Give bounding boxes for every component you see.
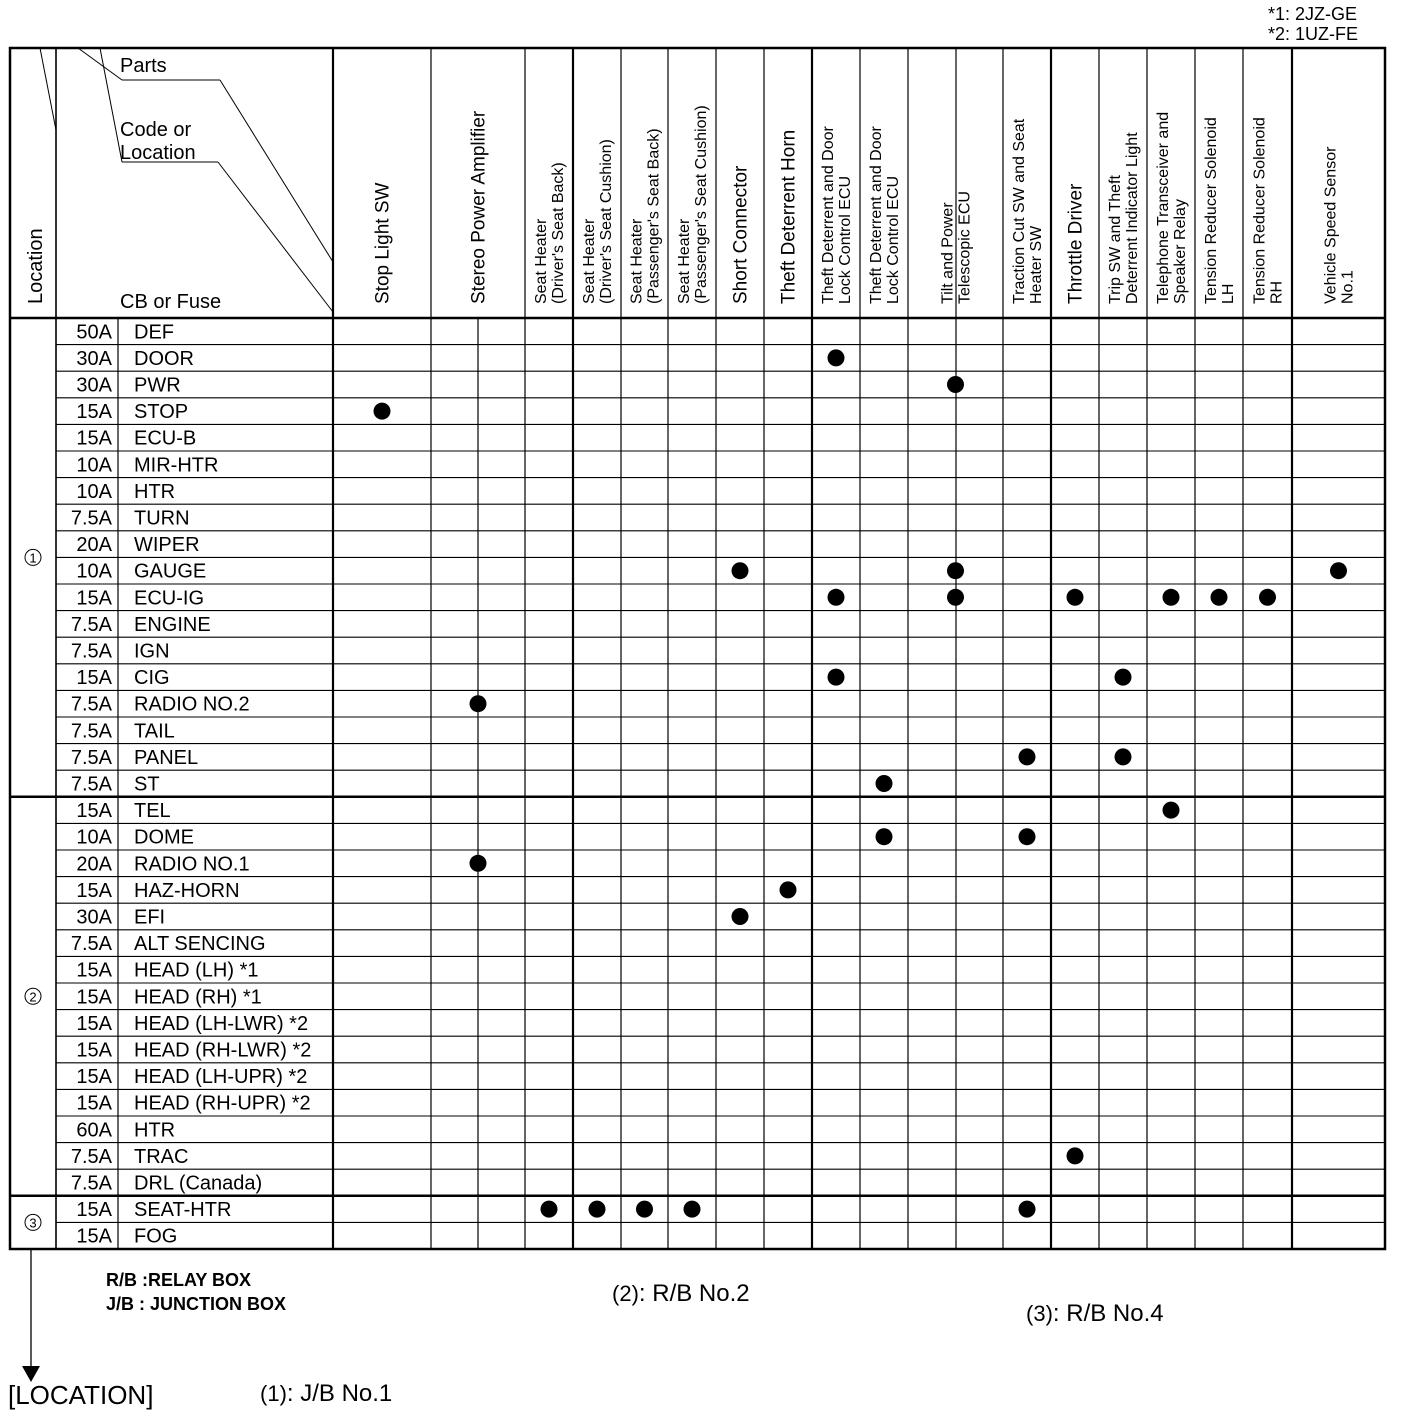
- amperage-label: 15A: [76, 1066, 112, 1089]
- column-header: Short Connector: [730, 165, 752, 304]
- fuse-name: DRL (Canada): [134, 1172, 263, 1195]
- column-header: Stereo Power Amplifier: [468, 110, 490, 304]
- amperage-label: 10A: [76, 826, 112, 849]
- fuse-name: DOOR: [134, 347, 194, 370]
- column-header: (Passenger's Seat Cushion): [693, 105, 710, 304]
- amperage-label: 60A: [76, 1119, 112, 1142]
- connection-dot: [1067, 1147, 1084, 1164]
- column-header: Theft Deterrent Horn: [778, 129, 800, 304]
- column-header: Heater SW: [1028, 225, 1045, 304]
- connection-dot: [470, 855, 487, 872]
- column-header: Trip SW and Theft: [1107, 175, 1125, 304]
- header-diagonal: [40, 48, 56, 130]
- column-header: Traction Cut SW and Seat: [1011, 118, 1029, 304]
- group-marker-number: 2: [29, 989, 37, 1005]
- amperage-label: 15A: [76, 1225, 112, 1248]
- location-code-label: Location: [120, 142, 196, 164]
- connection-dot: [374, 403, 391, 420]
- connection-dot: [732, 908, 749, 925]
- connection-dot: [876, 828, 893, 845]
- connection-dot: [876, 775, 893, 792]
- amperage-label: 15A: [76, 667, 112, 690]
- amperage-label: 30A: [76, 347, 112, 370]
- fuse-name: ST: [134, 773, 160, 796]
- fuse-name: ECU-B: [134, 427, 197, 450]
- legend-relay-box: R/B :RELAY BOX: [106, 1270, 252, 1290]
- fuse-name: HAZ-HORN: [134, 879, 240, 902]
- group-marker-number: 1: [29, 550, 37, 566]
- connection-dot: [1330, 562, 1347, 579]
- location-title: [LOCATION]: [8, 1380, 154, 1410]
- location-label: Location: [25, 228, 47, 304]
- fuse-name: EFI: [134, 906, 166, 929]
- connection-dot: [732, 562, 749, 579]
- location-1-label: : J/B No.1: [286, 1380, 393, 1407]
- location-3-label: : R/B No.4: [1052, 1300, 1164, 1327]
- amperage-label: 7.5A: [70, 720, 112, 743]
- header-diagonal: [218, 162, 333, 312]
- amperage-label: 7.5A: [70, 933, 112, 956]
- note-2jz: *1: 2JZ-GE: [1268, 4, 1358, 24]
- fuse-name: HEAD (LH-LWR) *2: [134, 1012, 309, 1035]
- column-header: Seat Heater: [676, 218, 694, 304]
- amperage-label: 20A: [76, 534, 112, 557]
- connection-dot: [589, 1201, 606, 1218]
- fuse-label: CB or Fuse: [120, 291, 222, 313]
- circled-number: (2): [612, 1281, 639, 1306]
- fuse-name: RADIO NO.2: [134, 693, 250, 716]
- connection-dot: [1019, 1201, 1036, 1218]
- connection-dot: [947, 376, 964, 393]
- fuse-name: CIG: [134, 667, 170, 690]
- connection-dot: [541, 1201, 558, 1218]
- amperage-label: 7.5A: [70, 507, 112, 530]
- fuse-name: HEAD (RH-LWR) *2: [134, 1039, 312, 1062]
- amperage-label: 20A: [76, 853, 112, 876]
- amperage-label: 15A: [76, 959, 112, 982]
- location-2-label: : R/B No.2: [638, 1280, 750, 1307]
- amperage-label: 15A: [76, 401, 112, 424]
- amperage-label: 15A: [76, 587, 112, 610]
- connection-dot: [1163, 589, 1180, 606]
- column-header: Throttle Driver: [1065, 183, 1087, 304]
- fuse-name: FOG: [134, 1225, 178, 1248]
- fuse-name: HEAD (LH) *1: [134, 959, 259, 982]
- amperage-label: 15A: [76, 986, 112, 1009]
- code-label: Code or: [120, 119, 192, 141]
- location-1: [260, 1380, 392, 1408]
- circled-number: (1): [260, 1381, 287, 1406]
- amperage-label: 15A: [76, 427, 112, 450]
- amperage-label: 7.5A: [70, 693, 112, 716]
- amperage-label: 15A: [76, 800, 112, 823]
- connection-dot: [947, 562, 964, 579]
- fuse-name: WIPER: [134, 534, 200, 557]
- group-marker-number: 3: [29, 1215, 37, 1231]
- amperage-label: 50A: [76, 321, 112, 344]
- fuse-name: STOP: [134, 401, 189, 424]
- connection-dot: [684, 1201, 701, 1218]
- fuse-name: TRAC: [134, 1145, 189, 1168]
- connection-dot: [780, 881, 797, 898]
- column-header: Lock Control ECU: [837, 175, 854, 304]
- fuse-name: HEAD (LH-UPR) *2: [134, 1066, 308, 1089]
- legend-junction-box: J/B : JUNCTION BOX: [106, 1294, 287, 1314]
- circled-number: (3): [1026, 1301, 1053, 1326]
- amperage-label: 15A: [76, 1012, 112, 1035]
- column-header: (Driver's Seat Cushion): [598, 139, 615, 304]
- fuse-name: GAUGE: [134, 560, 207, 583]
- fuse-name: DEF: [134, 321, 174, 344]
- column-header: Seat Heater: [533, 218, 551, 304]
- connection-dot: [1115, 669, 1132, 686]
- column-header: Stop Light SW: [372, 182, 394, 304]
- column-header: Seat Heater: [628, 218, 646, 304]
- column-header: Telescopic ECU: [956, 191, 974, 304]
- column-header: LH: [1220, 283, 1237, 304]
- note-1uz: *2: 1UZ-FE: [1268, 24, 1359, 44]
- connection-dot: [636, 1201, 653, 1218]
- connection-dot: [1259, 589, 1276, 606]
- fuse-name: PANEL: [134, 746, 199, 769]
- amperage-label: 7.5A: [70, 773, 112, 796]
- column-header: Seat Heater: [581, 218, 599, 304]
- column-header: Vehicle Speed Sensor: [1322, 146, 1340, 304]
- fuse-name: ECU-IG: [134, 587, 204, 610]
- location-2: [612, 1280, 750, 1308]
- fuse-name: HEAD (RH) *1: [134, 986, 262, 1009]
- header-diagonal: [100, 48, 122, 162]
- connection-dot: [828, 349, 845, 366]
- amperage-label: 15A: [76, 1092, 112, 1115]
- header-diagonal: [220, 80, 333, 262]
- amperage-label: 7.5A: [70, 613, 112, 636]
- fuse-name: TEL: [134, 800, 171, 823]
- fuse-name: TAIL: [134, 720, 175, 743]
- connection-dot: [1019, 828, 1036, 845]
- connection-dot: [828, 669, 845, 686]
- column-header: Lock Control ECU: [885, 175, 902, 304]
- amperage-label: 10A: [76, 454, 112, 477]
- connection-dot: [947, 589, 964, 606]
- fuse-name: MIR-HTR: [134, 454, 219, 477]
- connection-dot: [1019, 748, 1036, 765]
- fuse-name: SEAT-HTR: [134, 1199, 232, 1222]
- connection-dot: [470, 695, 487, 712]
- amperage-label: 15A: [76, 1039, 112, 1062]
- column-header: Theft Deterrent and Door: [868, 126, 886, 304]
- column-header: Deterrent Indicator Light: [1124, 132, 1141, 304]
- column-header: (Driver's Seat Back): [550, 162, 567, 304]
- amperage-label: 7.5A: [70, 746, 112, 769]
- column-header: Telephone Transceiver and: [1155, 111, 1173, 304]
- amperage-label: 7.5A: [70, 640, 112, 663]
- column-header: Tilt and Power: [939, 202, 957, 304]
- amperage-label: 7.5A: [70, 1145, 112, 1168]
- fuse-name: IGN: [134, 640, 170, 663]
- column-header: Speaker Relay: [1172, 199, 1189, 304]
- fuse-name: RADIO NO.1: [134, 853, 250, 876]
- connection-dot: [828, 589, 845, 606]
- fuse-name: ALT SENCING: [134, 933, 266, 956]
- column-header: Theft Deterrent and Door: [820, 126, 838, 304]
- column-header: (Passenger's Seat Back): [645, 128, 663, 304]
- location-3: [1026, 1300, 1164, 1328]
- connection-dot: [1163, 802, 1180, 819]
- fuse-name: PWR: [134, 374, 181, 397]
- connection-dot: [1211, 589, 1228, 606]
- connection-dot: [1067, 589, 1084, 606]
- amperage-label: 10A: [76, 480, 112, 503]
- amperage-label: 15A: [76, 1199, 112, 1222]
- amperage-label: 30A: [76, 906, 112, 929]
- header-diagonal: [78, 48, 122, 80]
- column-header: Tension Reducer Solenoid: [1251, 117, 1269, 304]
- amperage-label: 10A: [76, 560, 112, 583]
- fuse-name: ENGINE: [134, 613, 211, 636]
- amperage-label: 30A: [76, 374, 112, 397]
- column-header: Tension Reducer Solenoid: [1203, 117, 1221, 304]
- fuse-name: HEAD (RH-UPR) *2: [134, 1092, 311, 1115]
- fuse-name: HTR: [134, 1119, 176, 1142]
- column-header: No.1: [1339, 270, 1357, 304]
- parts-label: Parts: [120, 55, 167, 77]
- fuse-name: HTR: [134, 480, 176, 503]
- amperage-label: 15A: [76, 879, 112, 902]
- connection-dot: [1115, 748, 1132, 765]
- fuse-name: DOME: [134, 826, 194, 849]
- amperage-label: 7.5A: [70, 1172, 112, 1195]
- fuse-name: TURN: [134, 507, 190, 530]
- column-header: RH: [1268, 280, 1286, 304]
